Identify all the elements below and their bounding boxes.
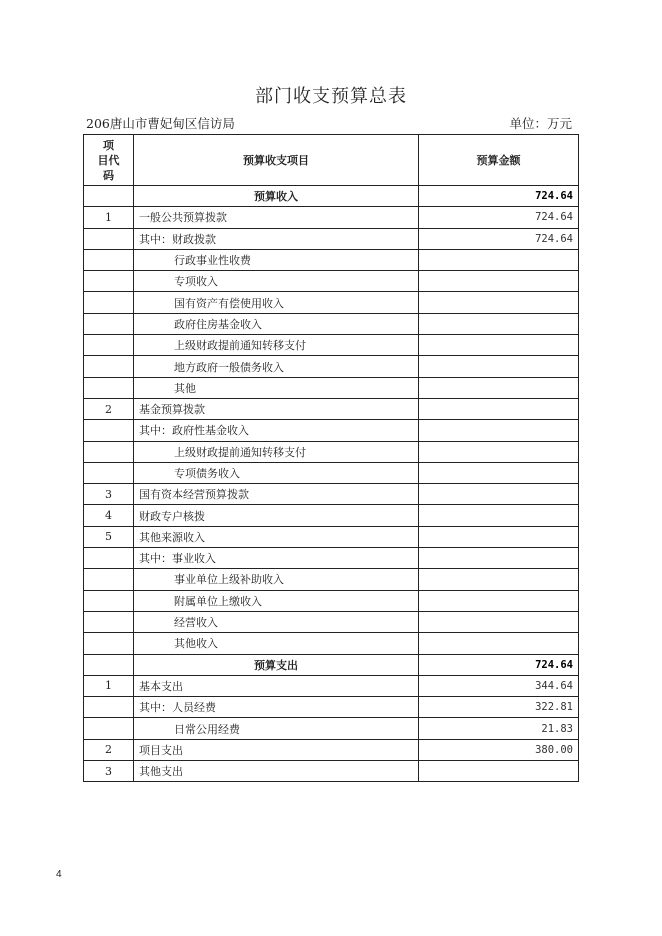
cell-code (84, 186, 134, 207)
cell-item: 政府住房基金收入 (134, 313, 419, 334)
cell-amount: 724.64 (419, 207, 579, 228)
cell-amount (419, 249, 579, 270)
cell-item: 地方政府一般债务收入 (134, 356, 419, 377)
cell-item: 上级财政提前通知转移支付 (134, 335, 419, 356)
cell-code: 1 (84, 675, 134, 696)
table-row (84, 441, 579, 462)
table-row (84, 249, 579, 270)
cell-item: 国有资产有偿使用收入 (134, 292, 419, 313)
cell-amount (419, 526, 579, 547)
cell-code: 4 (84, 505, 134, 526)
cell-code: 2 (84, 398, 134, 419)
table-row (84, 633, 579, 654)
cell-item: 基金预算拨款 (134, 398, 419, 419)
cell-item: 国有资本经营预算拨款 (134, 484, 419, 505)
cell-amount (419, 335, 579, 356)
table-header-row (84, 135, 579, 186)
table-body (84, 186, 579, 782)
cell-item: 基本支出 (134, 675, 419, 696)
cell-item: 预算支出 (134, 654, 419, 675)
cell-amount (419, 313, 579, 334)
cell-amount (419, 569, 579, 590)
cell-code: 5 (84, 526, 134, 547)
cell-amount: 380.00 (419, 739, 579, 760)
table-row (84, 654, 579, 675)
cell-item: 财政专户核拨 (134, 505, 419, 526)
cell-amount: 344.64 (419, 675, 579, 696)
cell-amount: 724.64 (419, 654, 579, 675)
table-row (84, 739, 579, 760)
cell-amount (419, 271, 579, 292)
table-row (84, 505, 579, 526)
organization-name: 206唐山市曹妃甸区信访局 (86, 116, 235, 131)
cell-code (84, 271, 134, 292)
cell-amount (419, 356, 579, 377)
table-row (84, 675, 579, 696)
cell-item: 其中：政府性基金收入 (134, 420, 419, 441)
cell-amount (419, 462, 579, 483)
cell-amount (419, 611, 579, 632)
cell-amount: 724.64 (419, 186, 579, 207)
cell-amount: 724.64 (419, 228, 579, 249)
table-row (84, 697, 579, 718)
cell-amount (419, 441, 579, 462)
cell-code (84, 718, 134, 739)
cell-code: 1 (84, 207, 134, 228)
cell-amount (419, 590, 579, 611)
cell-item: 项目支出 (134, 739, 419, 760)
table-row (84, 569, 579, 590)
cell-item: 上级财政提前通知转移支付 (134, 441, 419, 462)
cell-code (84, 228, 134, 249)
cell-item: 专项债务收入 (134, 462, 419, 483)
table-row (84, 611, 579, 632)
cell-code (84, 569, 134, 590)
cell-amount: 21.83 (419, 718, 579, 739)
cell-amount (419, 484, 579, 505)
cell-code: 3 (84, 484, 134, 505)
cell-code (84, 377, 134, 398)
cell-item: 其中：人员经费 (134, 697, 419, 718)
cell-amount (419, 761, 579, 782)
cell-code (84, 441, 134, 462)
table-row (84, 484, 579, 505)
cell-code (84, 590, 134, 611)
cell-code (84, 633, 134, 654)
cell-item: 预算收入 (134, 186, 419, 207)
cell-code (84, 292, 134, 313)
cell-amount: 322.81 (419, 697, 579, 718)
table-row (84, 186, 579, 207)
cell-code (84, 548, 134, 569)
cell-code (84, 420, 134, 441)
unit-label: 单位：万元 (509, 116, 572, 131)
cell-code (84, 462, 134, 483)
cell-code (84, 654, 134, 675)
table-row (84, 398, 579, 419)
cell-code (84, 313, 134, 334)
table-row (84, 590, 579, 611)
table-row (84, 761, 579, 782)
table-row (84, 207, 579, 228)
table-row (84, 356, 579, 377)
cell-item: 其中：事业收入 (134, 548, 419, 569)
cell-item: 经营收入 (134, 611, 419, 632)
cell-item: 其他 (134, 377, 419, 398)
table-row (84, 548, 579, 569)
header-item: 预算收支项目 (134, 135, 419, 186)
page-title: 部门收支预算总表 (255, 86, 407, 107)
table-row (84, 718, 579, 739)
table-row (84, 228, 579, 249)
cell-item: 一般公共预算拨款 (134, 207, 419, 228)
cell-item: 事业单位上级补助收入 (134, 569, 419, 590)
cell-amount (419, 505, 579, 526)
cell-item: 专项收入 (134, 271, 419, 292)
cell-code: 3 (84, 761, 134, 782)
page-number: 4 (56, 869, 62, 880)
cell-item: 附属单位上缴收入 (134, 590, 419, 611)
cell-amount (419, 633, 579, 654)
cell-item: 其他收入 (134, 633, 419, 654)
cell-amount (419, 292, 579, 313)
cell-code (84, 356, 134, 377)
cell-amount (419, 398, 579, 419)
cell-item: 行政事业性收费 (134, 249, 419, 270)
table-row (84, 335, 579, 356)
table-row (84, 313, 579, 334)
cell-code (84, 697, 134, 718)
cell-item: 日常公用经费 (134, 718, 419, 739)
cell-code: 2 (84, 739, 134, 760)
table-row (84, 292, 579, 313)
budget-table (83, 134, 579, 782)
table-row (84, 526, 579, 547)
header-amount: 预算金额 (419, 135, 579, 186)
table-row (84, 271, 579, 292)
table-row (84, 462, 579, 483)
cell-code (84, 249, 134, 270)
cell-amount (419, 548, 579, 569)
header-code: 项 目代 码 (84, 135, 134, 186)
cell-item: 其中：财政拨款 (134, 228, 419, 249)
cell-amount (419, 420, 579, 441)
cell-amount (419, 377, 579, 398)
cell-code (84, 611, 134, 632)
table-row (84, 420, 579, 441)
cell-item: 其他支出 (134, 761, 419, 782)
cell-item: 其他来源收入 (134, 526, 419, 547)
cell-code (84, 335, 134, 356)
table-row (84, 377, 579, 398)
